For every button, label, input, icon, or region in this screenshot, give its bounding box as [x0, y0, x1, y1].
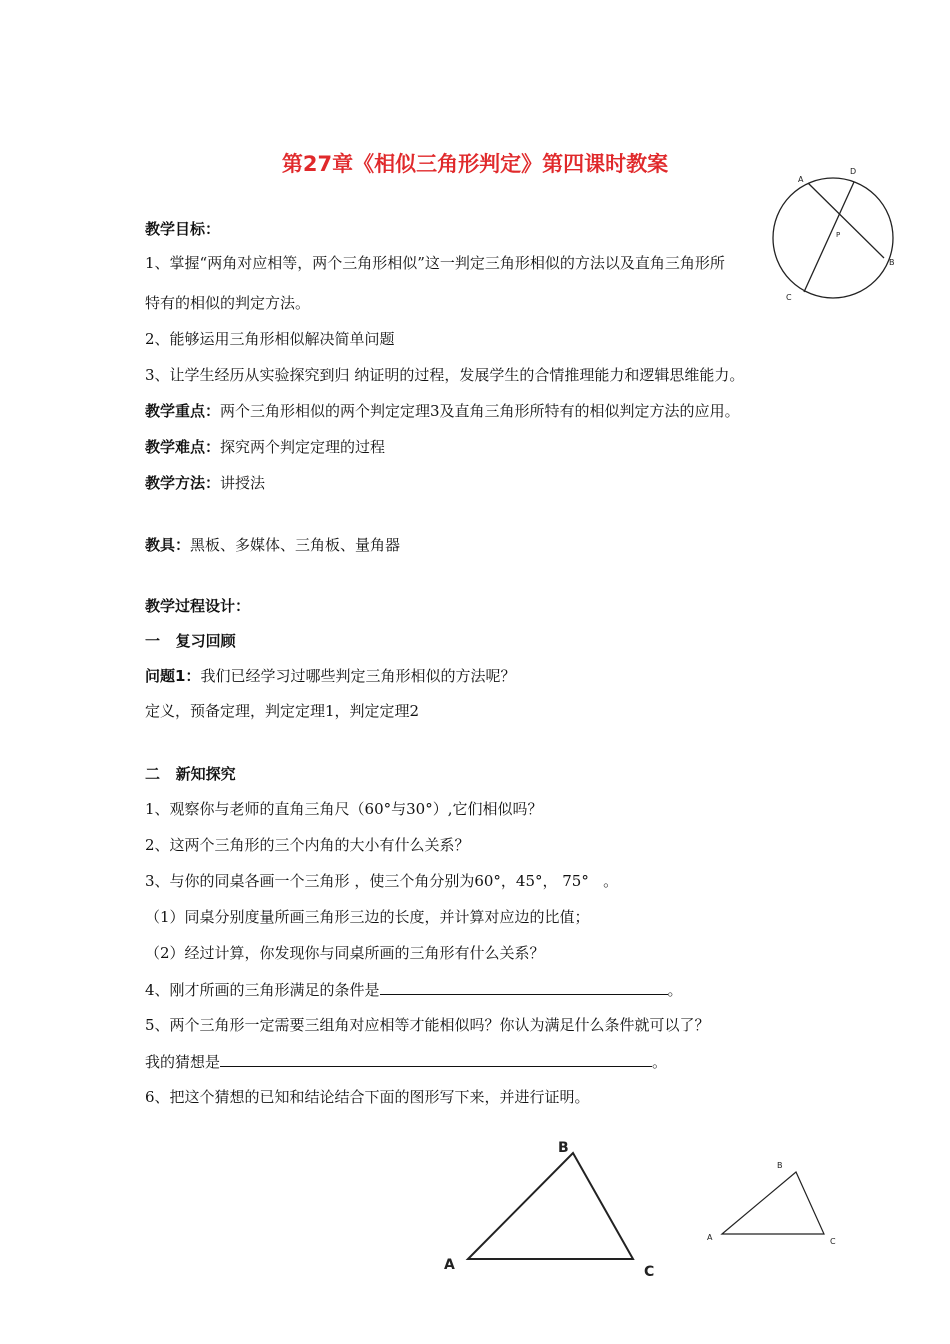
process-heading: 教学过程设计： [145, 597, 251, 615]
section2-item6: 6、把这个猜想的已知和结论结合下面的图形写下来，并进行证明。 [145, 1088, 590, 1106]
large-triangle-label-b: B [558, 1140, 569, 1156]
difficulties-label: 教学难点： [145, 438, 221, 456]
section1-answer: 定义，预备定理，判定定理1，判定定理2 [145, 702, 420, 720]
chord-cd [804, 182, 854, 292]
key-points [145, 401, 740, 421]
item4-suffix: 。 [667, 981, 683, 999]
circle-label-b: B [889, 258, 895, 267]
objectives-heading: 教学目标： [145, 220, 221, 238]
circle [773, 178, 893, 298]
section2-heading: 二 新知探究 [145, 765, 236, 783]
chord-ab [808, 183, 884, 258]
objective-2: 2、能够运用三角形相似解决简单问题 [145, 330, 395, 348]
difficulties [145, 437, 385, 457]
circle-label-d: D [850, 167, 857, 176]
objective-1-line1: 1、掌握“两角对应相等，两个三角形相似”这一判定三角形相似的方法以及直角三角形所 [145, 254, 725, 272]
section2-item3: 3、与你的同桌各画一个三角形 ，使三个角分别为60°，45°， 75° 。 [145, 872, 619, 890]
section2-item5: 5、两个三角形一定需要三组角对应相等才能相似吗？你认为满足什么条件就可以了？ [145, 1016, 710, 1034]
section2-item2: 2、这两个三角形的三个内角的大小有什么关系？ [145, 836, 470, 854]
circle-label-a: A [798, 175, 804, 184]
large-triangle-figure [430, 1128, 670, 1288]
small-triangle-label-a: A [707, 1233, 713, 1242]
large-triangle [468, 1153, 633, 1259]
tools [145, 535, 400, 555]
circle-figure [770, 162, 910, 312]
guess-answer-blank[interactable] [220, 1051, 652, 1067]
guess-prefix: 我的猜想是 [145, 1053, 221, 1071]
key-points-label: 教学重点： [145, 402, 221, 420]
section1-heading: 一 复习回顾 [145, 632, 236, 650]
large-triangle-label-c: C [644, 1264, 655, 1280]
small-triangle-label-b: B [777, 1161, 783, 1170]
small-triangle-label-c: C [830, 1237, 836, 1246]
tools-text: 黑板、多媒体、三角板、量角器 [190, 536, 401, 554]
method-label: 教学方法： [145, 474, 221, 492]
guess-suffix: 。 [652, 1053, 668, 1071]
objective-1-line2: 特有的相似的判定方法。 [145, 294, 311, 312]
circle-label-p: P [836, 231, 841, 239]
section2-item1: 1、观察你与老师的直角三角尺（60°与30°）,它们相似吗？ [145, 800, 543, 818]
large-triangle-label-a: A [444, 1257, 455, 1273]
method-text: 讲授法 [220, 474, 266, 492]
objective-3: 3、让学生经历从实验探究到归 纳证明的过程，发展学生的合情推理能力和逻辑思维能力。 [145, 366, 745, 384]
tools-label: 教具： [145, 536, 191, 554]
circle-label-c: C [786, 293, 792, 302]
section1-question [145, 666, 515, 686]
section2-item3-sub2: （2）经过计算，你发现你与同桌所画的三角形有什么关系？ [145, 944, 545, 962]
question-text: 我们已经学习过哪些判定三角形相似的方法呢？ [200, 667, 516, 685]
item4-prefix: 4、刚才所画的三角形满足的条件是 [145, 981, 380, 999]
small-triangle [722, 1172, 824, 1234]
section2-guess [145, 1051, 667, 1072]
page-title: 第27章《相似三角形判定》第四课时教案 [281, 152, 669, 176]
section2-item3-sub1: （1）同桌分别度量所画三角形三边的长度，并计算对应边的比值； [145, 908, 590, 926]
item4-answer-blank[interactable] [380, 979, 668, 995]
small-triangle-figure [700, 1150, 850, 1250]
question-label: 问题1： [145, 667, 201, 685]
difficulties-text: 探究两个判定定理的过程 [220, 438, 386, 456]
section2-item4 [145, 979, 683, 1000]
method [145, 473, 265, 493]
key-points-text: 两个三角形相似的两个判定定理3及直角三角形所特有的相似判定方法的应用。 [220, 402, 740, 420]
